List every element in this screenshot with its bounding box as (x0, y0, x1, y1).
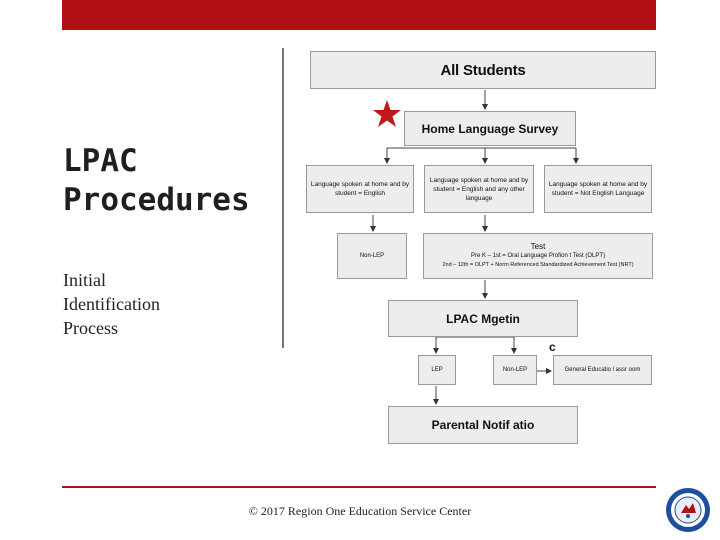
stray-c-mark: c (549, 340, 556, 354)
test-line-1: Pre K – 1st = Oral Language Profion t Test (OLPT) (470, 253, 606, 259)
subtitle-line-3: Process (63, 318, 118, 338)
slide-subtitle (63, 268, 253, 340)
flowchart (300, 40, 670, 450)
slide-title-line-1: LPAC (63, 143, 138, 179)
not-english-box: Language spoken at home and by student = Not English Language (544, 165, 652, 213)
slide-title-line-2: Procedures (63, 182, 250, 219)
english-and-other-box: Language spoken at home and by student = English and any other language (424, 165, 534, 213)
footer-copyright: © 2017 Region One Education Service Center (248, 504, 472, 518)
home-language-survey-box: Home Language Survey (404, 111, 576, 146)
test-line-2: 2nd – 12th = OLPT + Norm Referenced Standardized Achievement Test (NRT) (442, 262, 634, 268)
vertical-divider (282, 48, 284, 348)
top-accent-bar (62, 0, 656, 30)
all-students-box: All Students (310, 51, 656, 89)
lpac-meeting-box: LPAC Mgetin (388, 300, 578, 337)
subtitle-line-2: Identification (63, 294, 160, 314)
star-icon (372, 99, 402, 129)
non-lep-box-2: Non-LEP (493, 355, 537, 385)
region-one-seal-icon (665, 487, 711, 533)
footer-divider (62, 486, 656, 488)
parental-notification-box: Parental Notif atio (388, 406, 578, 444)
slide-title (63, 142, 273, 220)
non-lep-box-1: Non-LEP (337, 233, 407, 279)
test-box (423, 233, 653, 279)
subtitle-line-1: Initial (63, 270, 106, 290)
test-heading: Test (530, 242, 546, 251)
general-education-box: General Educatio l assr oom (553, 355, 652, 385)
english-only-box: Language spoken at home and by student = English (306, 165, 414, 213)
lep-box: LEP (418, 355, 456, 385)
